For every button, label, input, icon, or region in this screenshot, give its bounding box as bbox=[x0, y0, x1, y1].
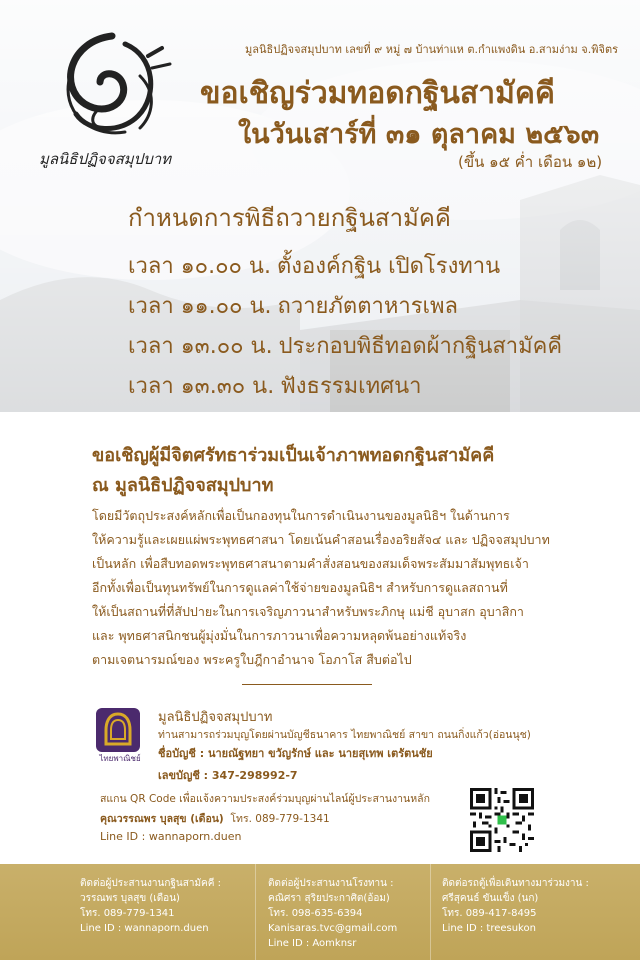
section-divider bbox=[242, 684, 372, 685]
bank-description: ท่านสามารถร่วมบุญโดยผ่านบัญชีธนาคาร ไทยพาณิชย์ สาขา ถนนกิ่งแก้ว(อ่อนนุช) bbox=[158, 729, 531, 741]
schedule-item bbox=[128, 368, 421, 403]
paragraph-line: เป็นหลัก เพื่อสืบทอดพระพุทธศาสนาตามคำสั่งสอนของสมเด็จพระสัมมาสัมพุทธเจ้า bbox=[92, 556, 529, 571]
footer-divider bbox=[430, 864, 431, 960]
contact-name: คุณวรรณพร บุลสุข (เดือน) bbox=[100, 813, 224, 825]
footer-text: คณิศรา สุริยประกาศิต(อ้อม) bbox=[268, 893, 390, 904]
footer-text: ติดต่อผู้ประสานงานกฐินสามัคคี : bbox=[80, 878, 221, 889]
footer-text: โทร. 098-635-6394 bbox=[268, 908, 363, 919]
invitation-location: ณ มูลนิธิปฏิจจสมุปบาท bbox=[92, 475, 274, 496]
schedule-title: กำหนดการพิธีถวายกฐินสามัคคี bbox=[128, 204, 451, 232]
foundation-address: มูลนิธิปฏิจจสมุปบาท เลขที่ ๙ หมู่ ๗ บ้านท่าแห ต.กำแพงดิน อ.สามง่าม จ.พิจิตร bbox=[245, 43, 618, 56]
invitation-section bbox=[0, 412, 640, 864]
footer-text: ติดต่อรถตู้เพื่อเดินทางมาร่วมงาน : bbox=[442, 878, 589, 889]
qr-instruction: สแกน QR Code เพื่อแจ้งความประสงค์ร่วมบุญผ่านไลน์ผู้ประสานงานหลัก bbox=[100, 793, 430, 805]
paragraph-line: อีกทั้งเพื่อเป็นทุนทรัพย์ในการดูแลค่าใช้จ่ายของมูลนิธิฯ สำหรับการดูแลสถานที่ bbox=[92, 580, 508, 595]
paragraph-line: ให้เป็นสถานที่ที่สัปปายะในการเจริญภาวนาสำหรับพระภิกษุ แม่ชี อุบาสก อุบาสิกา bbox=[92, 604, 524, 619]
footer-text: โทร. 089-417-8495 bbox=[442, 908, 537, 919]
main-title: ขอเชิญร่วมทอดกฐินสามัคคี bbox=[200, 76, 556, 111]
svg-text:มูลนิธิปฏิจจสมุปบาท: มูลนิธิปฏิจจสมุปบาท bbox=[38, 150, 172, 168]
account-number: เลขบัญชี : 347-298992-7 bbox=[158, 769, 298, 782]
schedule-time: เวลา ๑๓.๐๐ น. bbox=[128, 334, 273, 359]
footer-divider bbox=[255, 864, 256, 960]
paragraph-line: ให้ความรู้และเผยแผ่พระพุทธศาสนา โดยเน้นคำสอนเรื่องอริยสัจ๔ และ ปฏิจจสมุปบาท bbox=[92, 532, 550, 547]
schedule-time: เวลา ๑๓.๓๐ น. bbox=[128, 374, 275, 399]
foundation-name: มูลนิธิปฏิจจสมุปบาท bbox=[158, 710, 273, 725]
foundation-logo-icon bbox=[30, 16, 180, 176]
main-contact bbox=[100, 810, 330, 827]
bank-name: ไทยพาณิชย์ bbox=[99, 754, 141, 763]
schedule-activity: ตั้งองค์กฐิน เปิดโรงทาน bbox=[276, 254, 501, 279]
contact-phone: โทร. 089-779-1341 bbox=[230, 813, 330, 825]
schedule-activity: ประกอบพิธีทอดผ้ากฐินสามัคคี bbox=[278, 334, 563, 359]
schedule-item bbox=[128, 248, 500, 283]
contact-line-id: Line ID : wannaporn.duen bbox=[100, 830, 242, 843]
footer-text: ศรีสุคนธ์ ขันแข็ง (นก) bbox=[442, 893, 539, 904]
account-name: ชื่อบัญชี : นายณัฐทยา ขวัญรักษ์ และ นายสุเทพ เตรัตนชัย bbox=[158, 747, 433, 760]
footer-text: โทร. 089-779-1341 bbox=[80, 908, 175, 919]
footer-van-contact bbox=[442, 876, 589, 936]
footer-text: ติดต่อผู้ประสานงานโรงทาน : bbox=[268, 878, 394, 889]
paragraph-line: และ พุทธศาสนิกชนผู้มุ่งมั่นในการภาวนาเพื่อความหลุดพ้นอย่างแท้จริง bbox=[92, 628, 467, 643]
hero-section bbox=[0, 0, 640, 412]
paragraph-line: ตามเจตนารมณ์ของ พระครูใบฎีกาอำนาจ โอภาโส สืบต่อไป bbox=[92, 652, 412, 667]
invitation-heading: ขอเชิญผู้มีจิตศรัทธาร่วมเป็นเจ้าภาพทอดกฐินสามัคคี bbox=[92, 445, 495, 466]
footer-text: วรรณพร บุลสุข (เดือน) bbox=[80, 893, 180, 904]
footer-kathin-contact bbox=[80, 876, 221, 936]
line-qr-code-icon[interactable] bbox=[470, 788, 534, 852]
schedule-time: เวลา ๑๑.๐๐ น. bbox=[128, 294, 272, 319]
footer-text: Line ID : treesukon bbox=[442, 923, 536, 934]
schedule-time: เวลา ๑๐.๐๐ น. bbox=[128, 254, 271, 279]
footer-text: Line ID : wannaporn.duen bbox=[80, 923, 209, 934]
schedule-activity: ฟังธรรมเทศนา bbox=[280, 374, 422, 399]
event-date: ในวันเสาร์ที่ ๓๑ ตุลาคม ๒๕๖๓ bbox=[238, 119, 600, 150]
scb-bank-logo-icon bbox=[96, 708, 140, 752]
paragraph-line: โดยมีวัตถุประสงค์หลักเพื่อเป็นกองทุนในการดำเนินงานของมูลนิธิฯ ในด้านการ bbox=[92, 508, 510, 523]
footer-email[interactable]: Kanisaras.tvc@gmail.com bbox=[268, 923, 398, 934]
schedule-item bbox=[128, 288, 458, 323]
contact-footer bbox=[0, 864, 640, 960]
schedule-item bbox=[128, 328, 562, 363]
schedule-activity: ถวายภัตตาหารเพล bbox=[277, 294, 459, 319]
footer-text: Line ID : Aomknsr bbox=[268, 938, 357, 949]
footer-food-contact bbox=[268, 876, 397, 951]
lunar-date: (ขึ้น ๑๕ ค่ำ เดือน ๑๒) bbox=[458, 153, 603, 171]
